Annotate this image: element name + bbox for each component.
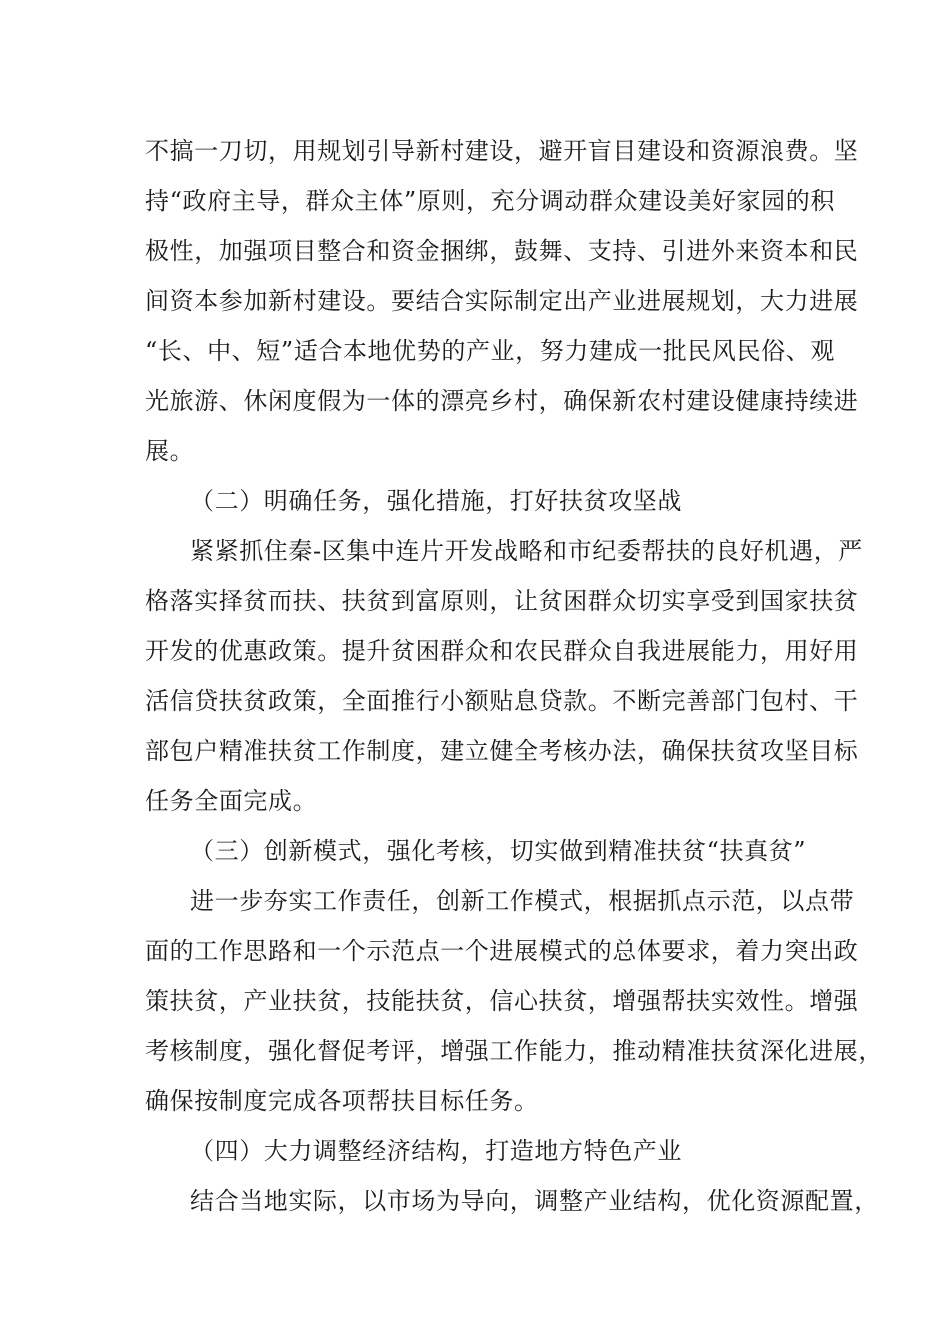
section-heading-3: （三）创新模式，强化考核，切实做到精准扶贫“扶真贫” — [190, 837, 807, 865]
body-text-line: 极性，加强项目整合和资金捆绑，鼓舞、支持、引进外来资本和民 — [145, 237, 859, 265]
section-heading-4: （四）大力调整经济结构，打造地方特色产业 — [190, 1137, 682, 1165]
body-text-line: 不搞一刀切，用规划引导新村建设，避开盲目建设和资源浪费。坚 — [145, 137, 859, 165]
body-text-line: 紧紧抓住秦-区集中连片开发战略和市纪委帮扶的良好机遇，严 — [190, 537, 863, 565]
body-text-line: 格落实择贫而扶、扶贫到富原则，让贫困群众切实享受到国家扶贫 — [145, 587, 859, 615]
body-text-line: 光旅游、休闲度假为一体的漂亮乡村，确保新农村建设健康持续进 — [145, 387, 859, 415]
body-text-line: 面的工作思路和一个示范点一个进展模式的总体要求，着力突出政 — [145, 937, 859, 965]
body-text-line: 考核制度，强化督促考评，增强工作能力，推动精准扶贫深化进展， — [145, 1037, 883, 1065]
body-text-line: 展。 — [145, 437, 195, 465]
body-text-line: 任务全面完成。 — [145, 787, 318, 815]
body-text-line: 持“政府主导，群众主体”原则，充分调动群众建设美好家园的积 — [145, 187, 835, 215]
body-text-line: 间资本参加新村建设。要结合实际制定出产业进展规划，大力进展 — [145, 287, 859, 315]
body-text-line: 开发的优惠政策。提升贫困群众和农民群众自我进展能力，用好用 — [145, 637, 859, 665]
body-text-line: “长、中、短”适合本地优势的产业，努力建成一批民风民俗、观 — [145, 337, 835, 365]
body-text-line: 进一步夯实工作责任，创新工作模式，根据抓点示范，以点带 — [190, 887, 855, 915]
body-text-line: 结合当地实际，以市场为导向，调整产业结构，优化资源配置， — [190, 1187, 879, 1215]
body-text-line: 策扶贫，产业扶贫，技能扶贫，信心扶贫，增强帮扶实效性。增强 — [145, 987, 859, 1015]
body-text-line: 部包户精准扶贫工作制度，建立健全考核办法，确保扶贫攻坚目标 — [145, 737, 859, 765]
body-text-line: 确保按制度完成各项帮扶目标任务。 — [145, 1087, 539, 1115]
body-text-line: 活信贷扶贫政策，全面推行小额贴息贷款。不断完善部门包村、干 — [145, 687, 859, 715]
section-heading-2: （二）明确任务，强化措施，打好扶贫攻坚战 — [190, 487, 682, 515]
